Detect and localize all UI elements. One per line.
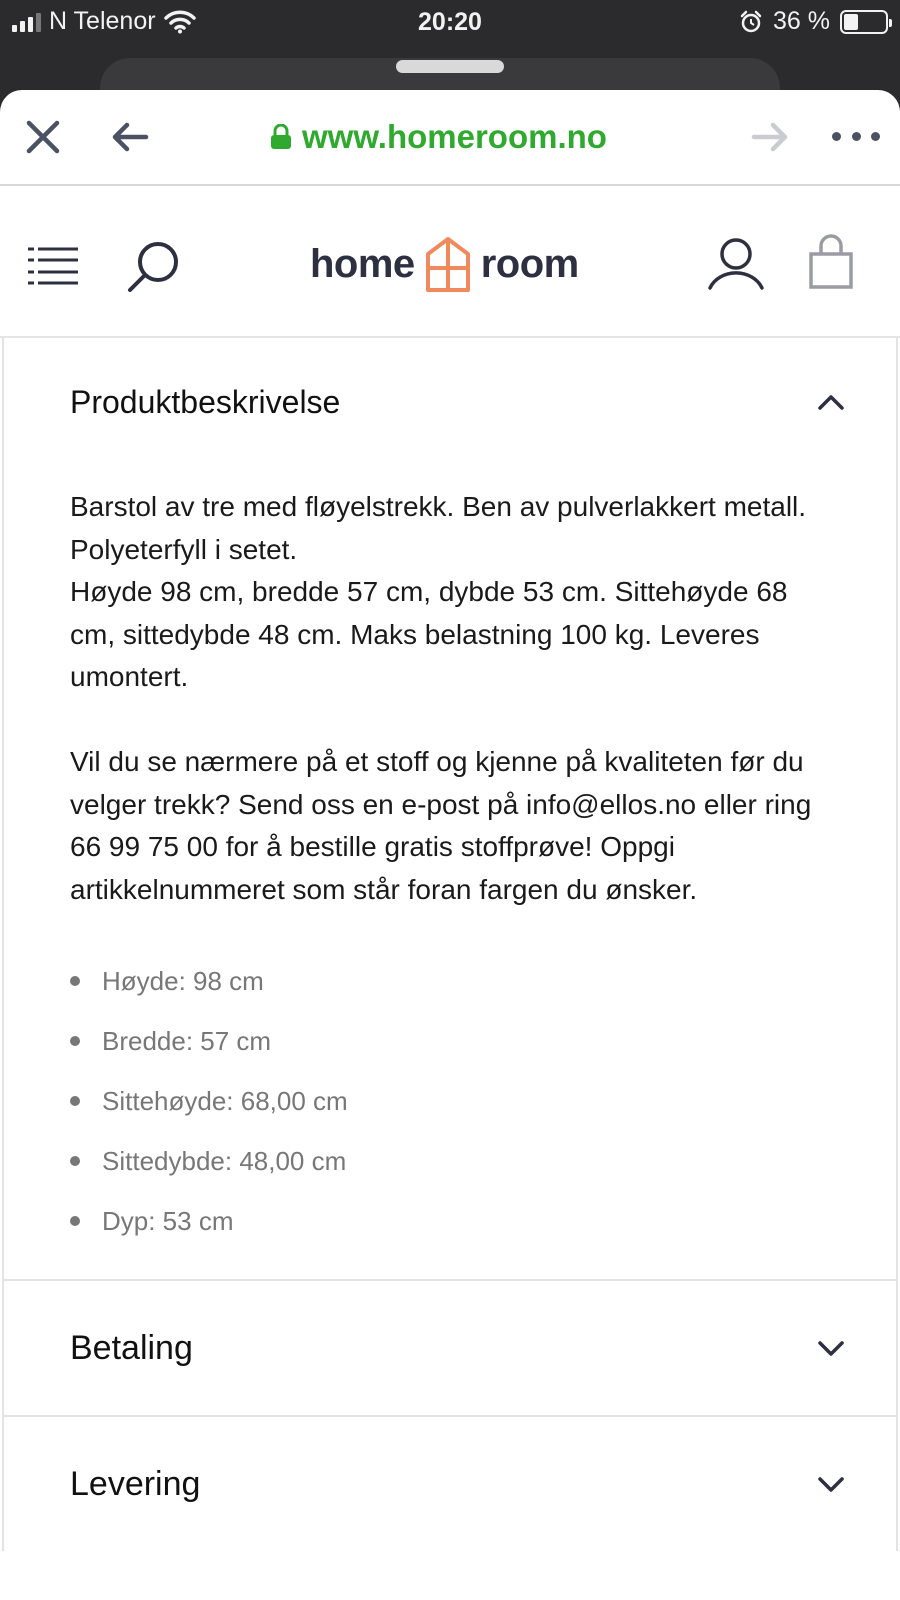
search-icon[interactable] — [124, 238, 184, 294]
accordion-header-description[interactable] — [4, 338, 896, 466]
accordion-title: Levering — [70, 1464, 201, 1503]
forward-button[interactable] — [748, 116, 792, 158]
lock-icon — [270, 124, 292, 150]
arrow-right-icon — [751, 122, 789, 152]
accordion-title: Betaling — [70, 1328, 193, 1367]
homeroom-logo[interactable] — [310, 236, 579, 292]
chevron-down-icon — [816, 1470, 846, 1498]
battery-percent: 36 % — [773, 7, 830, 35]
logo-text-room: room — [480, 241, 579, 286]
dot-icon — [871, 132, 880, 141]
more-options-button[interactable] — [832, 124, 880, 148]
close-icon — [26, 120, 60, 154]
spec-text: Bredde: 57 cm — [102, 1026, 272, 1057]
site-header — [0, 186, 900, 338]
back-button[interactable] — [108, 116, 152, 158]
spec-text: Høyde: 98 cm — [102, 966, 264, 997]
shopping-bag-icon[interactable] — [808, 234, 854, 290]
accordion-section-payment — [4, 1279, 896, 1415]
spec-list — [70, 951, 816, 1251]
account-icon[interactable] — [706, 236, 766, 292]
url-bar[interactable] — [270, 118, 607, 156]
battery-level — [844, 14, 858, 30]
spec-text: Dyp: 53 cm — [102, 1206, 234, 1237]
accordion-header-delivery[interactable] — [4, 1417, 896, 1551]
bullet-icon — [70, 976, 80, 986]
logo-text-home: home — [310, 241, 415, 286]
accordion-header-payment[interactable] — [4, 1281, 896, 1415]
menu-icon[interactable] — [26, 246, 80, 286]
browser-toolbar — [0, 90, 900, 186]
spec-item — [70, 1071, 816, 1131]
status-time: 20:20 — [418, 8, 482, 36]
status-bar — [0, 0, 900, 46]
description-paragraph: Barstol av tre med fløyelstrekk. Ben av pulverlakkert metall. Polyeterfyll i setet. Høyde 98 cm, bredde 57 cm, dybde 53 cm. Sittehøyde 68 cm, sittedybde 48 cm. Maks belastning 100 kg. Leveres umontert. — [70, 491, 807, 693]
bullet-icon — [70, 1156, 80, 1166]
chevron-down-icon — [816, 1334, 846, 1362]
battery-icon — [840, 10, 888, 34]
spec-text: Sittedybde: 48,00 cm — [102, 1146, 347, 1177]
bullet-icon — [70, 1036, 80, 1046]
spec-text: Sittehøyde: 68,00 cm — [102, 1086, 348, 1117]
sheet-grabber[interactable] — [396, 60, 504, 73]
accordion-body — [4, 466, 896, 1279]
close-button[interactable] — [22, 116, 64, 158]
chevron-up-icon — [816, 388, 846, 416]
accordion-title: Produktbeskrivelse — [70, 383, 341, 420]
spec-item — [70, 1191, 816, 1251]
status-right — [739, 7, 888, 36]
dot-icon — [852, 132, 861, 141]
bullet-icon — [70, 1216, 80, 1226]
browser-sheet — [0, 90, 900, 1600]
dot-icon — [832, 132, 841, 141]
carrier-label: N Telenor — [49, 7, 156, 35]
spec-item — [70, 1011, 816, 1071]
accordion-section-delivery — [4, 1415, 896, 1551]
alarm-icon — [739, 10, 763, 34]
bullet-icon — [70, 1096, 80, 1106]
house-logo-icon — [425, 236, 471, 292]
arrow-left-icon — [111, 122, 149, 152]
description-paragraph: Vil du se nærmere på et stoff og kjenne på kvaliteten før du velger trekk? Send oss en e-post på info@ellos.no eller ring 66 99 75 00 for å bestille gratis stoffprøve! Oppgi artikkelnummeret som står foran fargen du ønsker. — [70, 745, 812, 905]
url-text: www.homeroom.no — [302, 118, 607, 155]
spec-item — [70, 1131, 816, 1191]
product-accordion — [2, 338, 898, 1551]
spec-item — [70, 951, 816, 1011]
